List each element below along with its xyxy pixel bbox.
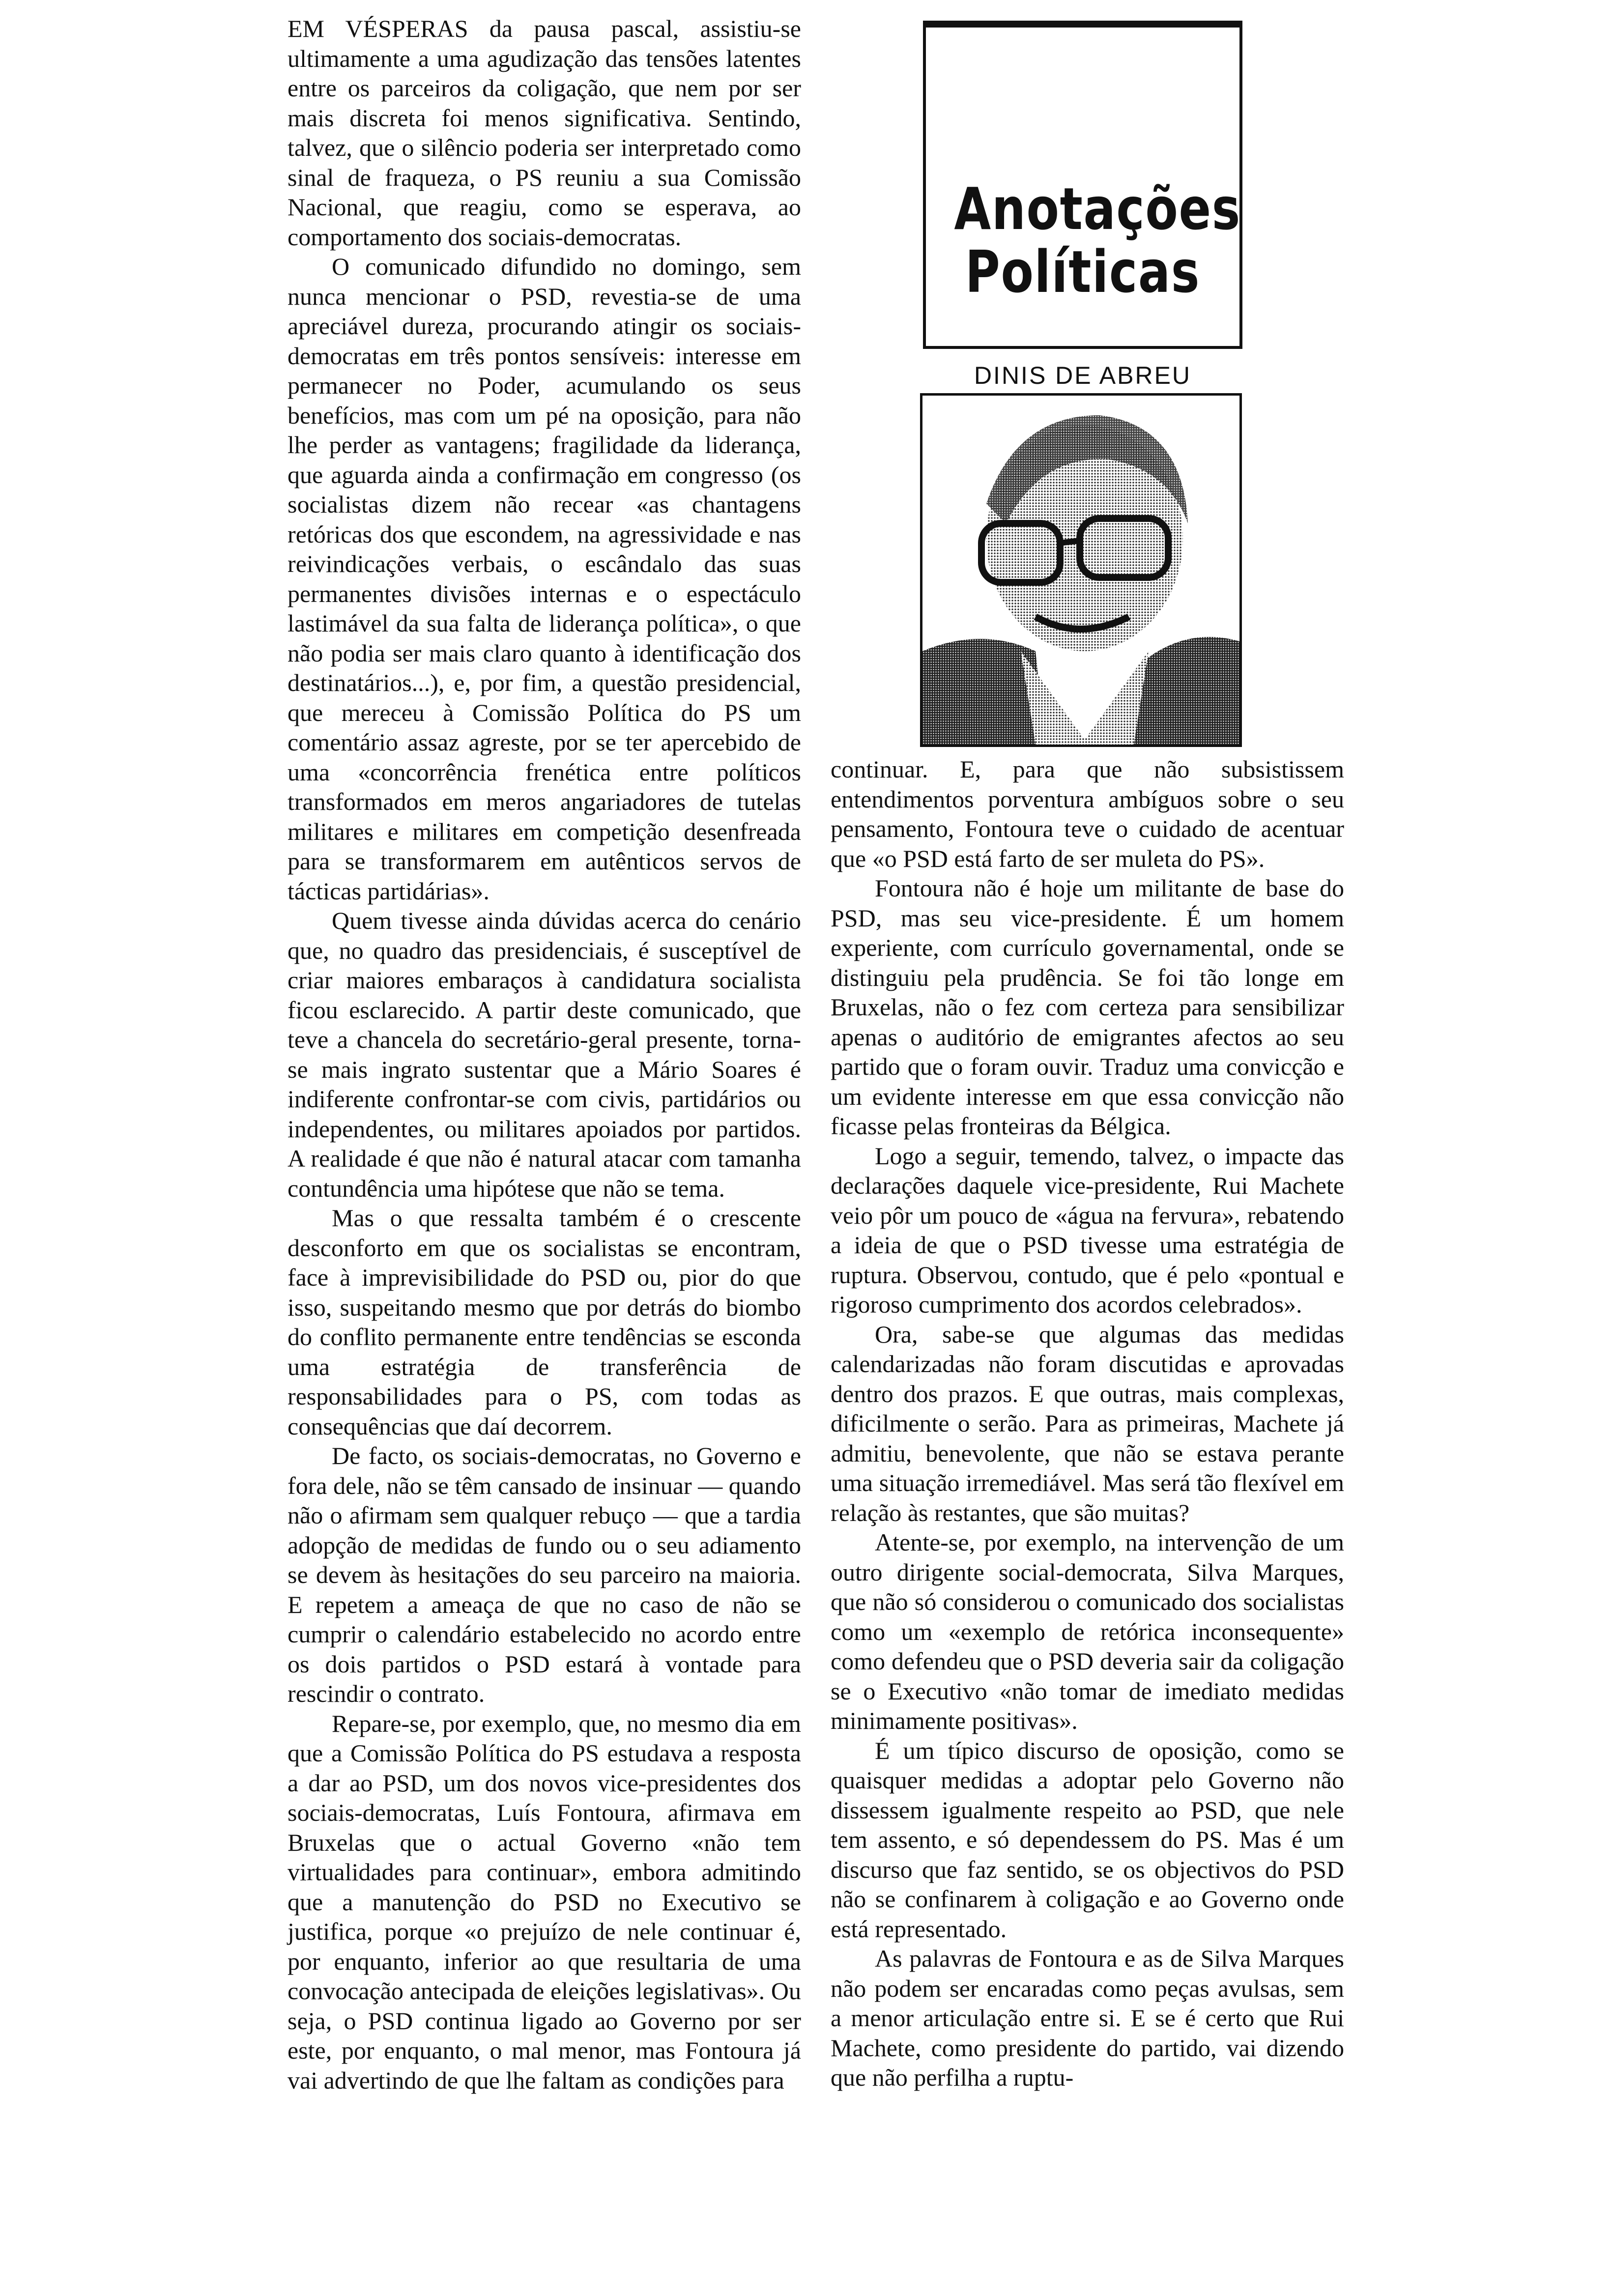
article-right-column: [831, 754, 1344, 2093]
article-left-column: [288, 14, 801, 2095]
paragraph: O comunicado difundido no domingo, sem nunca mencionar o PSD, revestia-se de uma apreciável dureza, procurando atingir os sociais-democratas em três pontos sensíveis: interesse em permanecer no Poder, acumulando os seus benefícios, mas com um pé na oposição, para não lhe perder as vantagens; fragilidade da liderança, que aguarda ainda a confirmação em congresso (os socialistas dizem não recear «as chantagens retóricas dos que escondem, na agressividade e nas reivindicações verbais, o escândalo das suas permanentes divisões internas e o espectáculo lastimável da sua falta de liderança política», o que não podia ser mais claro quanto à identificação dos destinatários...), e, por fim, a questão presidencial, que mereceu à Comissão Política do PS um comentário assaz agreste, por se ter apercebido de uma «concorrência frenética entre políticos transformados em meros angariadores de tutelas militares e militares em competição desenfreada para se transformarem em autênticos servos de tácticas partidárias».: [288, 253, 801, 905]
paragraph: Fontoura não é hoje um militante de base do PSD, mas seu vice-presidente. É um homem experiente, com currículo governamental, onde se distinguiu pela prudência. Se foi tão longe em Bruxelas, não o fez com certeza para sensibilizar apenas o auditório de emigrantes afectos ao seu partido que o foram ouvir. Traduz uma convicção e um evidente interesse em que essa convicção não ficasse pelas fronteiras da Bélgica.: [831, 874, 1344, 1140]
paragraph: Quem tivesse ainda dúvidas acerca do cenário que, no quadro das presidenciais, é susceptível de criar maiores embaraços à candidatura socialista ficou esclarecido. A partir deste comunicado, que teve a chancela do secretário-geral presente, torna-se mais ingrato sustentar que a Mário Soares é indiferente confrontar-se com civis, partidários ou independentes, ou militares apoiados por partidos. A realidade é que não é natural atacar com tamanha contundência uma hipótese que não se tema.: [288, 907, 801, 1202]
title-line-1: Anotações: [954, 175, 1241, 243]
paragraph: De facto, os sociais-democratas, no Governo e fora dele, não se têm cansado de insinuar — quando não o afirmam sem qualquer rebuço — que a tardia adopção de medidas de fundo ou o seu adiamento se devem às hesitações do seu parceiro na maioria. E repetem a ameaça de que no caso de não se cumprir o calendário estabelecido no acordo entre os dois partidos o PSD estará à vontade para rescindir o contrato.: [288, 1442, 801, 1707]
paragraph: continuar. E, para que não subsistissem entendimentos porventura ambíguos sobre o seu pensamento, Fontoura teve o cuidado de acentuar que «o PSD está farto de ser muleta do PS».: [831, 755, 1344, 872]
author-photo: [920, 393, 1242, 747]
paragraph: As palavras de Fontoura e as de Silva Marques não podem ser encaradas como peças avulsas, sem a menor articulação entre si. E se é certo que Rui Machete, como presidente do partido, vai dizendo que não perfilha a ruptu-: [831, 1945, 1344, 2091]
paragraph: Logo a seguir, temendo, talvez, o impacte das declarações daquele vice-presidente, Rui Machete veio pôr um pouco de «água na fervura», rebatendo a ideia de que o PSD tivesse uma estratégia de ruptura. Observou, contudo, que é pelo «pontual e rigoroso cumprimento dos acordos celebrados».: [831, 1142, 1344, 1318]
portrait-image: [922, 396, 1239, 745]
paragraph: Ora, sabe-se que algumas das medidas calendarizadas não foram discutidas e aprovadas dentro dos prazos. E que outras, mais complexas, dificilmente o serão. Para as primeiras, Machete já admitiu, benevolente, que não se estava perante uma situação irremediável. Mas será tão flexível em relação às restantes, que são muitas?: [831, 1320, 1344, 1526]
paragraph: Repare-se, por exemplo, que, no mesmo dia em que a Comissão Política do PS estudava a resposta a dar ao PSD, um dos novos vice-presidentes dos sociais-democratas, Luís Fontoura, afirmava em Bruxelas que o actual Governo «não tem virtualidades para continuar», embora admitindo que a manutenção do PSD no Executivo se justifica, porque «o prejuízo de nele continuar é, por enquanto, inferior ao que resultaria de uma convocação antecipada de eleições legislativas». Ou seja, o PSD continua ligado ao Governo por ser este, por enquanto, o mal menor, mas Fontoura já vai advertindo de que lhe faltam as condições para: [288, 1709, 801, 2094]
paragraph: EM VÉSPERAS da pausa pascal, assistiu-se ultimamente a uma agudização das tensões latentes entre os parceiros da coligação, que nem por ser mais discreta foi menos significativa. Sentindo, talvez, que o silêncio poderia ser interpretado como sinal de fraqueza, o PS reuniu a sua Comissão Nacional, que reagiu, como se esperava, ao comportamento dos sociais-democratas.: [288, 15, 801, 251]
title-line-2: Políticas: [965, 238, 1201, 306]
paragraph: É um típico discurso de oposição, como se quaisquer medidas a adoptar pelo Governo não dissessem igualmente respeito ao PSD, que nele tem assento, e só dependessem do PS. Mas é um discurso que faz sentido, se os objectivos do PSD não se confinarem à coligação e ao Governo onde está representado.: [831, 1736, 1344, 1943]
paragraph: Mas o que ressalta também é o crescente desconforto em que os socialistas se encontram, face à imprevisibilidade do PSD ou, pior do que isso, suspeitando mesmo que por detrás do biombo do conflito permanente entre tendências se esconda uma estratégia de transferência de responsabilidades para o PS, com todas as consequências que daí decorrem.: [288, 1204, 801, 1440]
column-title-box: [923, 21, 1242, 349]
author-byline: DINIS DE ABREU: [974, 362, 1192, 389]
paragraph: Atente-se, por exemplo, na intervenção de um outro dirigente social-democrata, Silva Marques, que não só considerou o comunicado dos socialistas como um «exemplo de retórica inconsequente» como defendeu que o PSD deveria sair da coligação se o Executivo «não tomar de imediato medidas minimamente positivas».: [831, 1528, 1344, 1734]
column-title: [954, 175, 1241, 306]
